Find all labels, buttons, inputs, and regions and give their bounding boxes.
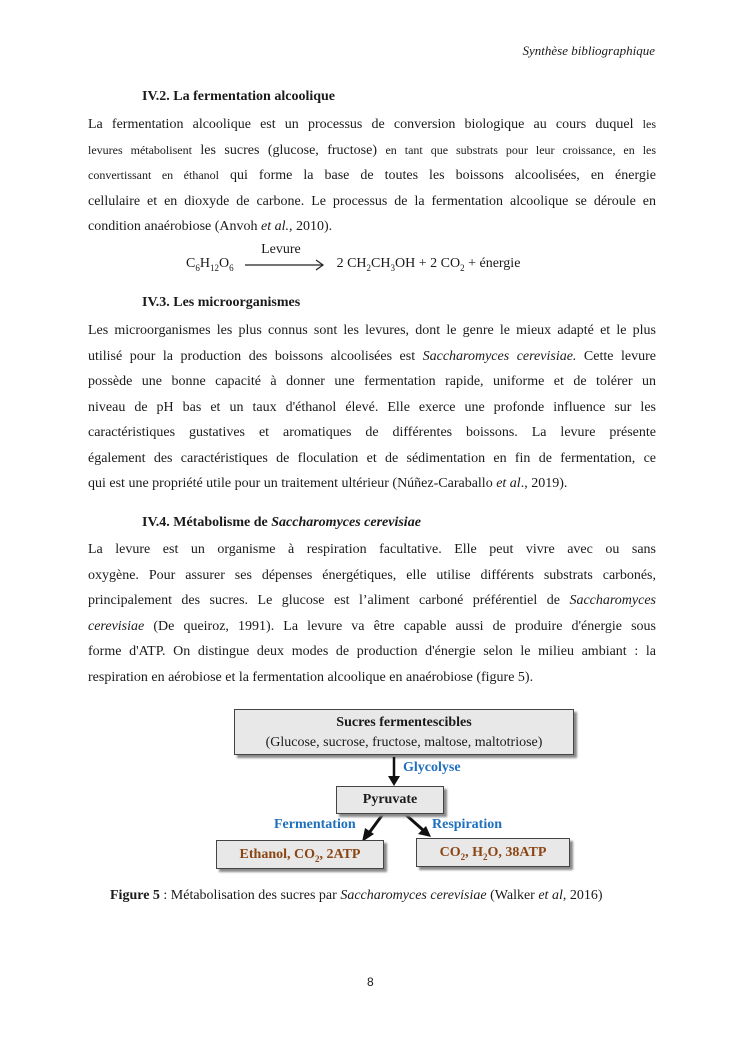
section-heading-metabolism: IV.4. Métabolisme de Saccharomyces cerevisiae: [142, 515, 421, 530]
text-line: caractéristiques gustatives et aromatiques de différentes boissons. La levure présente: [88, 425, 656, 440]
paragraph-metabolism: [88, 537, 656, 690]
respiration-label: Respiration: [432, 817, 502, 832]
section-heading-microorganisms: IV.3. Les microorganismes: [142, 295, 301, 310]
text-line: également des caractéristiques de floculation et de sédimentation en fin de fermentation, ce: [88, 450, 656, 466]
figure-caption: Figure 5 : Métabolisation des sucres par Saccharomyces cerevisiae (Walker et al, 2016): [110, 888, 603, 903]
respiration-products: $CO_2$, $H_2O$, 38ATP: [439, 845, 547, 862]
arrow-down-icon: [388, 757, 400, 786]
text-line: niveau de pH bas et un taux d'éthanol élevé. Elle exerce une profonde influence sur les: [88, 399, 656, 415]
text-line: respiration en aérobiose et la fermentation alcoolique en anaérobiose (figure 5).: [88, 669, 534, 685]
text-line: La fermentation alcoolique est un processus de conversion biologique au cours duquel les: [88, 117, 657, 132]
fermentation-label: Fermentation: [274, 817, 356, 832]
paragraph-microorganisms: [88, 318, 656, 497]
text-line: principalement des sucres. Le glucose est l’aliment carboné préférentiel de Saccharomyces: [88, 593, 656, 608]
text-line: condition anaérobiose (Anvoh et al., 2010).: [88, 219, 333, 234]
fermentation-products-box: [216, 840, 384, 869]
glycolyse-label: Glycolyse: [403, 760, 461, 775]
sugars-list: (Glucose, sucrose, fructose, maltose, maltotriose): [265, 735, 543, 750]
section-heading-fermentation: IV.2. La fermentation alcoolique: [142, 89, 336, 104]
paragraph-fermentation: [88, 112, 656, 240]
page-number: 8: [367, 975, 374, 989]
respiration-products-box: [416, 838, 570, 867]
text-line: cellulaire et en dioxyde de carbone. Le processus de la fermentation alcoolique se déroule en: [88, 193, 656, 209]
text-line: levures métabolisent les sucres (glucose, fructose) en tant que substrats pour leur croissance, en les: [88, 142, 657, 158]
text-line: qui est une propriété utile pour un traitement ultérieur (Núñez-Caraballo et al., 2019).: [88, 476, 568, 491]
fermentation-equation: $C_6H_{12}O_6$ Levure 2 $CH_2CH_3OH + 2$ $CO_2$ + énergie: [186, 241, 521, 273]
running-header: Synthèse bibliographique: [522, 43, 655, 58]
sugars-box: [234, 709, 574, 755]
sugars-title: Sucres fermentescibles: [336, 715, 472, 730]
text-line: forme d'ATP. On distingue deux modes de production d'énergie selon le milieu ambiant : la: [88, 644, 656, 659]
text-line: La levure est un organisme à respiration facultative. Elle peut vivre avec ou sans: [88, 542, 656, 557]
arrow-down-right-icon: [405, 814, 431, 837]
arrow-down-left-icon: [362, 814, 383, 842]
text-line: oxygène. Pour assurer ses dépenses énergétiques, elle utilise différents substrats carbonés,: [88, 567, 656, 583]
text-line: utilisé pour la production des boissons alcoolisées est Saccharomyces cerevisiae. Cette levure: [88, 348, 656, 364]
arrow-label: Levure: [261, 241, 301, 257]
text-line: convertissant en éthanol qui forme la base de toutes les boissons alcoolisées, en énergie: [88, 168, 656, 183]
text-line: cerevisiae (De queiroz, 1991). La levure va être capable aussi de produire d'énergie sous: [88, 618, 656, 634]
reaction-arrow: [245, 241, 327, 271]
pyruvate-box: Pyruvate: [336, 786, 444, 814]
fermentation-products: Ethanol, $CO_2$, 2ATP: [239, 847, 361, 864]
text-line: possède une bonne capacité à donner une fermentation rapide, uniforme et de tolérer un: [88, 374, 656, 389]
text-line: Les microorganismes les plus connus sont les levures, dont le genre le mieux adapté et le plus: [88, 323, 656, 338]
right-arrow-icon: [245, 257, 327, 271]
